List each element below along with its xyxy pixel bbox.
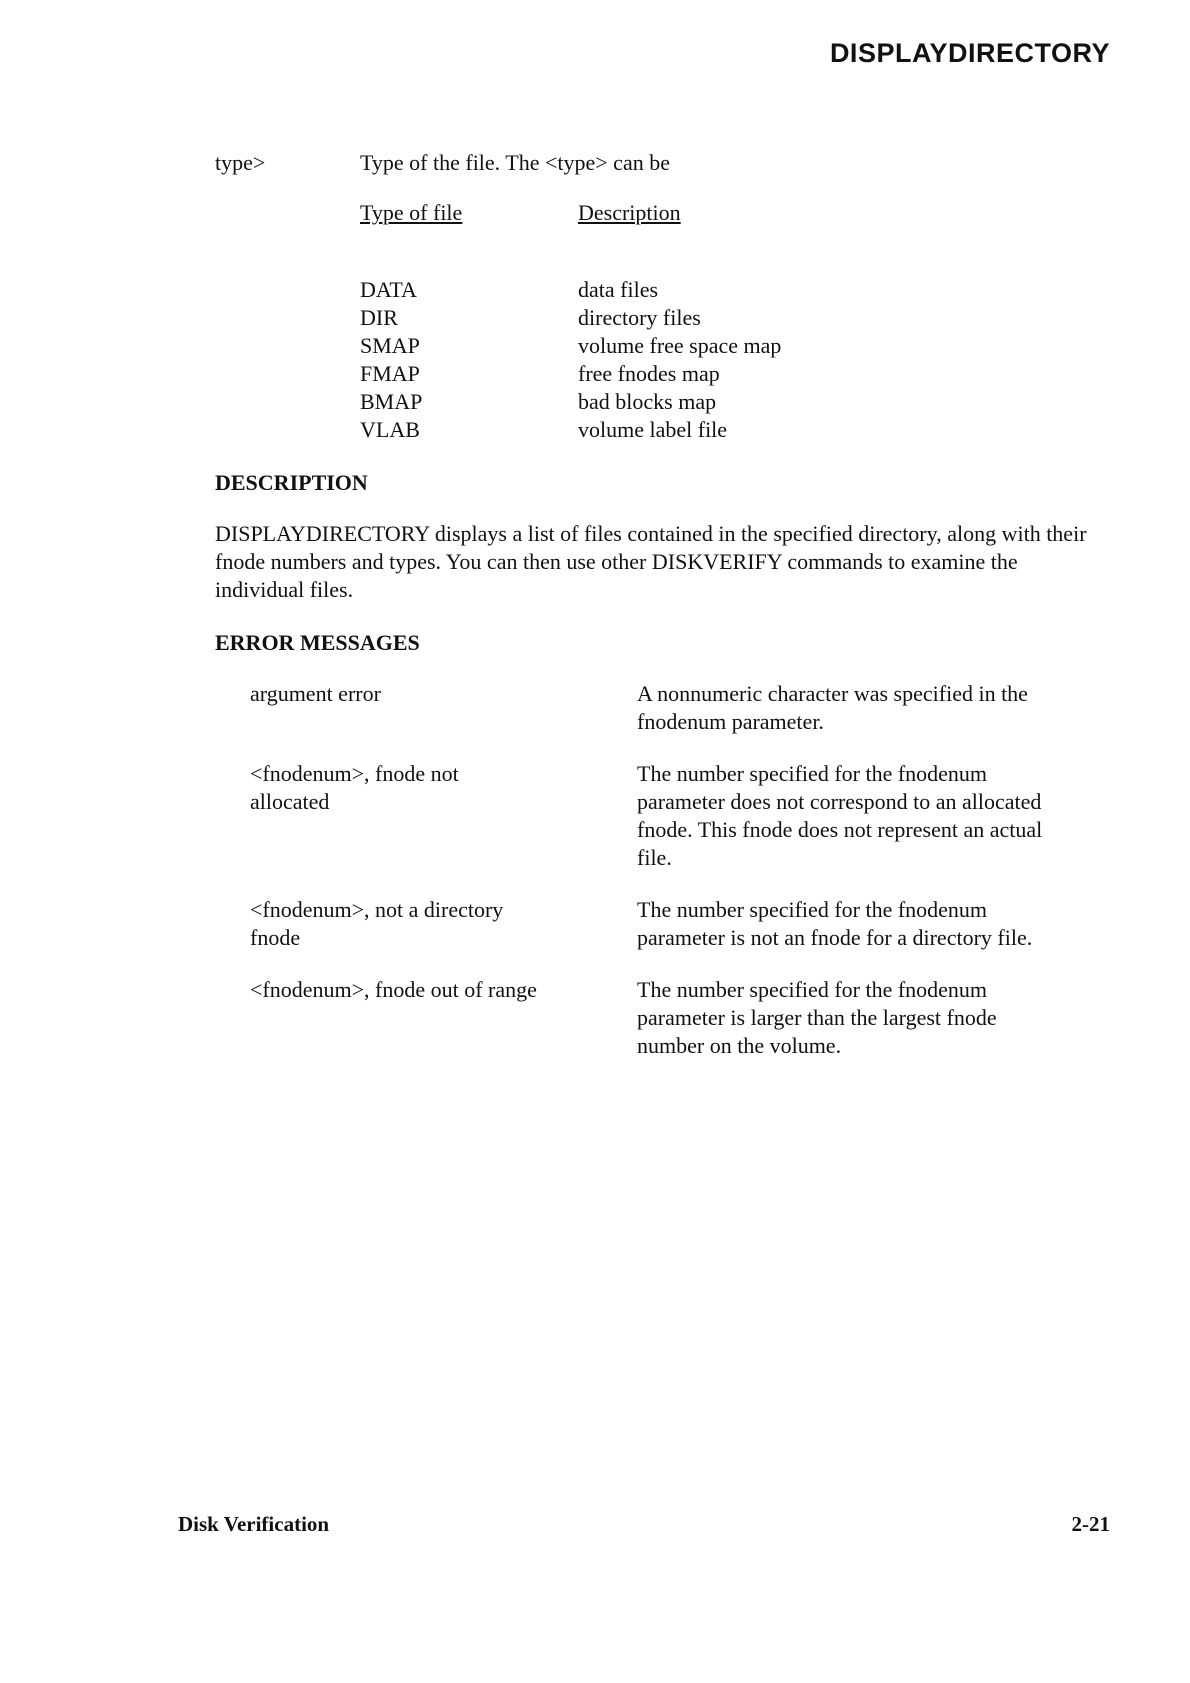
table-row — [360, 304, 781, 332]
error-message: <fnodenum>, not a directory fnode — [250, 897, 504, 950]
error-message: <fnodenum>, fnode not allocated — [250, 761, 459, 814]
file-types-table — [360, 200, 781, 444]
description-cell: free fnodes map — [578, 361, 720, 386]
description-heading: DESCRIPTION — [215, 470, 368, 495]
footer-section-title: Disk Verification — [178, 1512, 330, 1536]
type-cell: DATA — [360, 277, 417, 302]
error-explanation: The number specified for the fnodenum parameter is not an fnode for a directory file. — [637, 897, 1033, 950]
error-item — [250, 896, 1090, 952]
error-messages-heading: ERROR MESSAGES — [215, 630, 420, 655]
error-item — [250, 680, 1090, 736]
table-row — [360, 332, 781, 360]
error-item — [250, 976, 1090, 1060]
error-explanation: The number specified for the fnodenum parameter does not correspond to an allocated fnode. This fnode does not represent an actual file. — [637, 761, 1043, 870]
description-cell: directory files — [578, 305, 701, 330]
table-header — [360, 200, 781, 230]
page-number: 2-21 — [1071, 1512, 1110, 1536]
table-row — [360, 416, 781, 444]
column-header-description: Description — [578, 200, 681, 225]
table-row — [360, 276, 781, 304]
type-cell: DIR — [360, 305, 398, 330]
description-paragraph: DISPLAYDIRECTORY displays a list of files contained in the specified directory, along with their fnode numbers and types. You can then use other DISKVERIFY commands to examine the individual files. — [215, 521, 1087, 602]
page-title: DISPLAYDIRECTORY — [829, 38, 1110, 68]
column-header-type: Type of file — [360, 200, 463, 225]
type-cell: BMAP — [360, 389, 423, 414]
error-explanation: A nonnumeric character was specified in the fnodenum parameter. — [637, 681, 1028, 734]
type-cell: FMAP — [360, 361, 420, 386]
table-row — [360, 360, 781, 388]
error-item — [250, 760, 1090, 872]
error-explanation: The number specified for the fnodenum parameter is larger than the largest fnode number on the volume. — [637, 977, 997, 1058]
type-cell: SMAP — [360, 333, 420, 358]
description-cell: bad blocks map — [578, 389, 717, 414]
parameter-name: type> — [215, 150, 266, 175]
table-row — [360, 388, 781, 416]
description-cell: data files — [578, 277, 659, 302]
type-cell: VLAB — [360, 417, 420, 442]
description-cell: volume label file — [578, 417, 728, 442]
error-message: <fnodenum>, fnode out of range — [250, 977, 537, 1002]
error-messages-list — [250, 680, 1090, 1084]
parameter-description: Type of the file. The <type> can be — [360, 150, 670, 175]
description-cell: volume free space map — [578, 333, 782, 358]
error-message: argument error — [250, 681, 381, 706]
